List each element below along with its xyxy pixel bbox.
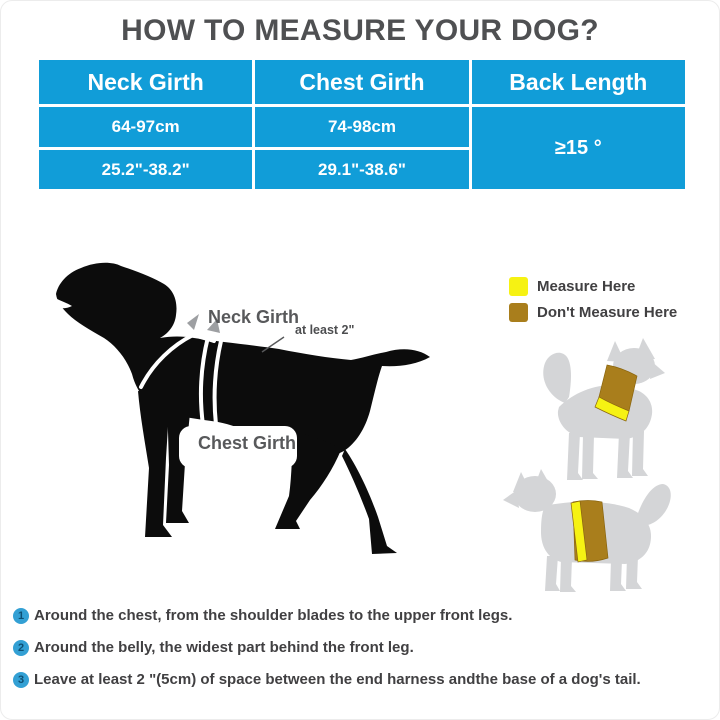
chest-girth-label: Chest Girth — [198, 433, 297, 453]
legend — [509, 277, 677, 322]
instruction-3-number-badge: 3 — [13, 672, 29, 688]
size-table — [39, 60, 685, 189]
neck-girth-label: Neck Girth — [208, 307, 300, 327]
table-cell-chest-inch: 29.1"-38.6" — [255, 150, 468, 189]
table-cell-neck-cm: 64-97cm — [39, 107, 252, 147]
instruction-1-text: Around the chest, from the shoulder blades to the upper front legs. — [34, 607, 513, 624]
instruction-row-3 — [13, 671, 713, 688]
neck-strap-arrow-icon — [187, 314, 199, 330]
page-title: HOW TO MEASURE YOUR DOG? — [121, 14, 599, 47]
dog-b-muzzle — [503, 490, 519, 508]
legend-row-dont-measure — [509, 303, 677, 322]
table-cell-chest-cm: 74-98cm — [255, 107, 468, 147]
dog-rear-far-leg — [342, 449, 397, 554]
dont-measure-here-label: Don't Measure Here — [537, 304, 678, 321]
dog-b-rear-leg-1 — [610, 560, 626, 591]
measure-here-swatch — [509, 277, 528, 296]
instruction-1-number-badge: 1 — [13, 608, 29, 624]
instruction-2-number-badge: 2 — [13, 640, 29, 656]
dont-measure-here-swatch — [509, 303, 528, 322]
table-header-back-length: Back Length — [472, 60, 685, 104]
dog-b-head — [514, 476, 556, 512]
table-header-chest-girth: Chest Girth — [255, 60, 468, 104]
table-header-neck-girth: Neck Girth — [39, 60, 252, 104]
neck-measure-example-figure — [531, 333, 711, 483]
table-cell-neck-inch: 25.2"-38.2" — [39, 150, 252, 189]
chest-measure-example-figure — [501, 464, 686, 599]
instruction-row-2 — [13, 639, 713, 656]
instruction-2-text: Around the belly, the widest part behind the front leg. — [34, 639, 414, 656]
measure-here-label: Measure Here — [537, 278, 636, 295]
instruction-3-text: Leave at least 2 "(5cm) of space between the end harness andthe base of a dog's tail. — [34, 671, 641, 688]
dog-a-muzzle — [650, 361, 665, 379]
legend-row-measure — [509, 277, 677, 296]
instruction-row-1 — [13, 607, 713, 624]
dog-a-tail — [543, 353, 571, 403]
clearance-label: at least 2" — [295, 323, 355, 337]
dog-measurement-figure — [41, 253, 461, 583]
table-cell-back-length: ≥15 ° — [472, 107, 685, 189]
dog-b-front-leg-1 — [545, 556, 560, 591]
dog-b-front-leg-2 — [560, 558, 576, 592]
